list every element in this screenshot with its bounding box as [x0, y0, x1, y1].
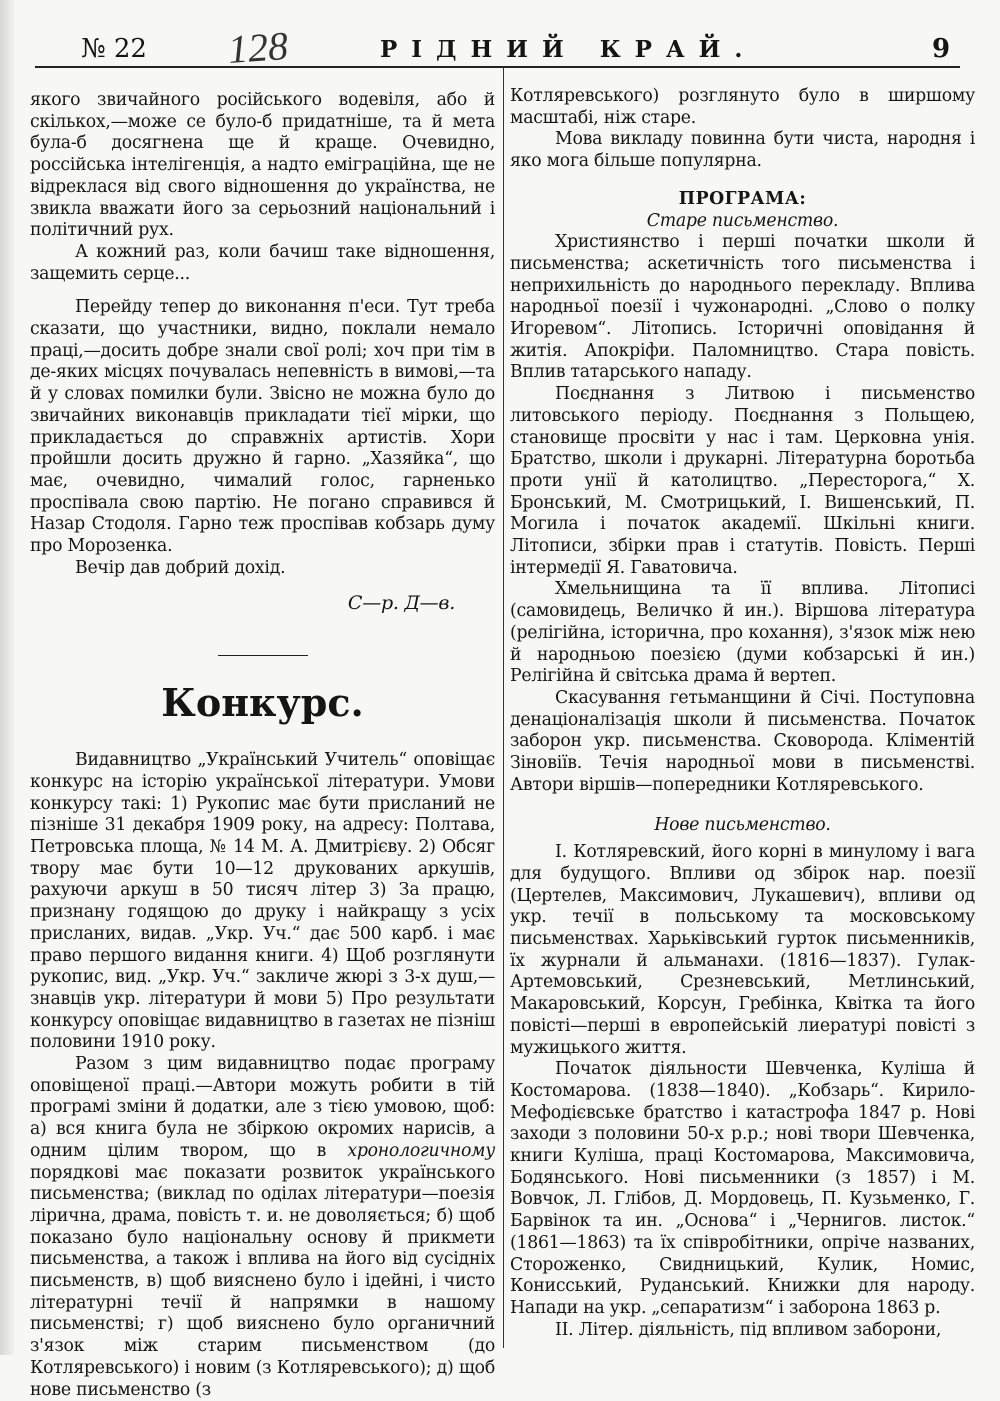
- handwritten-annotation: 128: [226, 22, 290, 73]
- program-paragraph: Початок діяльности Шевченка, Куліша й Костомарова. (1838—1840). „Кобзарь“. Кирило-Мефодієвське братство і катастрофа 1847 р. Нові заходи з половини 50-х р.р.; нові твори Шевченка, книги Куліша, праці Костомарова, Максимовича, Бодянського. Нові письменники (з 1857) і М. Вовчок, Л. Глібов, Д. Мордовець, П. Кузьменко, Г. Барвінок та ин. „Основа“ і „Чернигов. листок.“ (1861—1863) та їх співробітники, опріче названих, Стороженко, Свидницький, Кулик, Номис, Конисський, Руданський. Книжки для народу. Напади на укр. „сепаратизм“ і заборона 1863 р.: [510, 1059, 975, 1318]
- subheading-old-literature: Старе письменство.: [646, 210, 839, 231]
- left-column: [30, 90, 495, 1401]
- continuation-paragraph: Котляревського) розглянуто було в ширшому масштабі, ніж старе.: [510, 86, 975, 128]
- text-run: Разом з цим видавництво подає програму оповіщеної праці.—Автори можуть робити в тій програмі зміни й додатки, але з тією умовою, щоб: а) вся книга була не збіркою окромих нарисів, а одним цілим твором, що в: [30, 1054, 495, 1161]
- program-paragraph: Хмельнищина та її вплива. Літописі (самовидець, Величко й ин.). Віршова література (релігійна, історична, про кохання), з'язок між нею й народньою поезією (думи кобзарські й ин.) Релігійна й світська драма й вертеп.: [510, 579, 975, 687]
- konkurs-paragraph: Видавництво „Український Учитель“ оповіщає конкурс на історію української літератури. Умови конкурсу такі: 1) Рукопис має бути присланий не пізніше 31 декабря 1909 року, на адресу: Полтава, Петровська площа, № 14 М. А. Дмитрієву. 2) Обсяг твору має бути 10—12 друкованих аркушів, рахуючи аркуш в 50 тисяч літер 3) За працю, признану годящою до друку і найкращу з усіх присланих, видав. „Укр. Уч.“ дає 500 карб. і має право першого видання книги. 4) Щоб розглянути рукопис, вид. „Укр. Уч.“ закличе жюрі з 3-х душ,—знавців укр. літератури й мови 5) Про результати конкурсу оповіщає видавництво в газетах не пізніш половини 1910 року.: [30, 750, 495, 1053]
- right-column: [510, 86, 975, 1341]
- body-paragraph: А кожний раз, коли бачиш таке відношення, защемить серце...: [30, 241, 495, 284]
- emphasized-text: хронологичному: [347, 1140, 495, 1161]
- body-paragraph: Вечір дав добрий дохід.: [75, 557, 286, 578]
- section-separator: [218, 655, 308, 656]
- subheading-new-literature: Нове письменство.: [654, 814, 831, 835]
- konkurs-program-paragraph: [30, 1054, 495, 1401]
- issue-number: № 22: [81, 34, 147, 64]
- program-paragraph: Християнство і перші початки школи й письменства; аскетичність того письменства і неприхильність до народнього перекладу. Вплива народньої поезії і чужонародні. „Слово о полку Игоревом“. Літопись. Історичні оповідання й житія. Апокріфи. Паломництво. Стара повість. Вплив татарського нападу.: [510, 232, 975, 383]
- program-paragraph: Скасування гетьманщини й Січі. Поступовна денаціоналізація школи й письменства. Початок заборон укр. письменства. Сковорода. Кліментій Зіновіїв. Течія народньої мови в письменстві. Автори віршів—попередники Котляревського.: [510, 687, 975, 795]
- program-heading: ПРОГРАМА:: [678, 188, 807, 209]
- body-paragraph: Мова викладу повинна бути чиста, народня і яко мога більше популярна.: [510, 129, 975, 172]
- section-title: Конкурс.: [161, 680, 364, 726]
- body-paragraph: Перейду тепер до виконання п'еси. Тут треба сказати, що участники, видно, поклали немало праці,—досить добре знали свої ролі; хоч при тім в де-яких місцях почувалась непевність в вимові,—та й у словах помилки були. Звісно не можна було до звичайних виконавців прикладати тієї мірки, що прикладається до справжніх артистів. Хори пройшли досить дружно й гарно. „Хазяйка“, що має, очевидно, чималий голос, гарненько проспівала свою партію. Не погано справився й Назар Стодоля. Гарно теж проспівав кобзарь думу про Морозенка.: [30, 297, 495, 557]
- text-run: порядкові має показати розвиток українського письменства; (виклад по оділах літератури—поезія лірична, драма, повість т. и. не доволяється; б) щоб показано було національну основу й прикмети письменства, а також і вплива на його від сусідніх письменств, в) щоб вияснено було і ідейні, і чисто літературні течії й напрямки в нашому письменстві; г) щоб вияснено було органичний з'язок між старим письменством (до Котляревського) і новим (з Котляревського); д) щоб нове письменство (з: [30, 1162, 495, 1400]
- continuation-paragraph: якого звичайного російського водевіля, або й скількох,—може се було-б придатніше, та й мета була-б досягнена ще й краще. Очевидно, россійська інтелігенція, а надто еміграційна, ще не відреклася від свого відношення до українства, не звикла вважати його за серьозний національний і політичний рух.: [30, 90, 495, 241]
- column-divider: [503, 68, 504, 1348]
- newspaper-masthead: РІДНИЙ КРАЙ.: [380, 36, 757, 63]
- program-paragraph: II. Літер. діяльність, під впливом заборони,: [555, 1319, 942, 1340]
- program-paragraph: Поєднання з Литвою і письменство литовського періоду. Поєднання з Польщею, становище просвіти у нас і там. Церковна унія. Братство, школи і друкарні. Літературна боротьба проти унії й католицтво. „Пересторога,“ Х. Бронський, М. Смотрицький, І. Вишенський, П. Могила і початок академії. Шкільні книги. Літописи, збірки прав і статутів. Повість. Перші інтермедії Я. Гаватовича.: [510, 384, 975, 578]
- header-divider: [35, 66, 960, 68]
- page-header: [35, 22, 960, 73]
- author-signature: С—р. Д—в.: [347, 592, 455, 615]
- page-number: 9: [932, 34, 951, 64]
- page-edge-shadow: [0, 0, 14, 1355]
- program-paragraph: І. Котляревский, його корні в минулому і вага для будущого. Впливи од збірок нар. поезії (Цертелев, Максимович, Лукашевич), впливи од укр. течії в польському та московському письменствах. Харьківський гурток письменників, їх журнали й альманахи. (1816—1837). Гулак-Артемовський, Срезневський, Метлинський, Макаровський, Корсун, Гребінка, Квітка та його повісті—перші в европейській лиературі повісті з мужицького життя.: [510, 842, 975, 1058]
